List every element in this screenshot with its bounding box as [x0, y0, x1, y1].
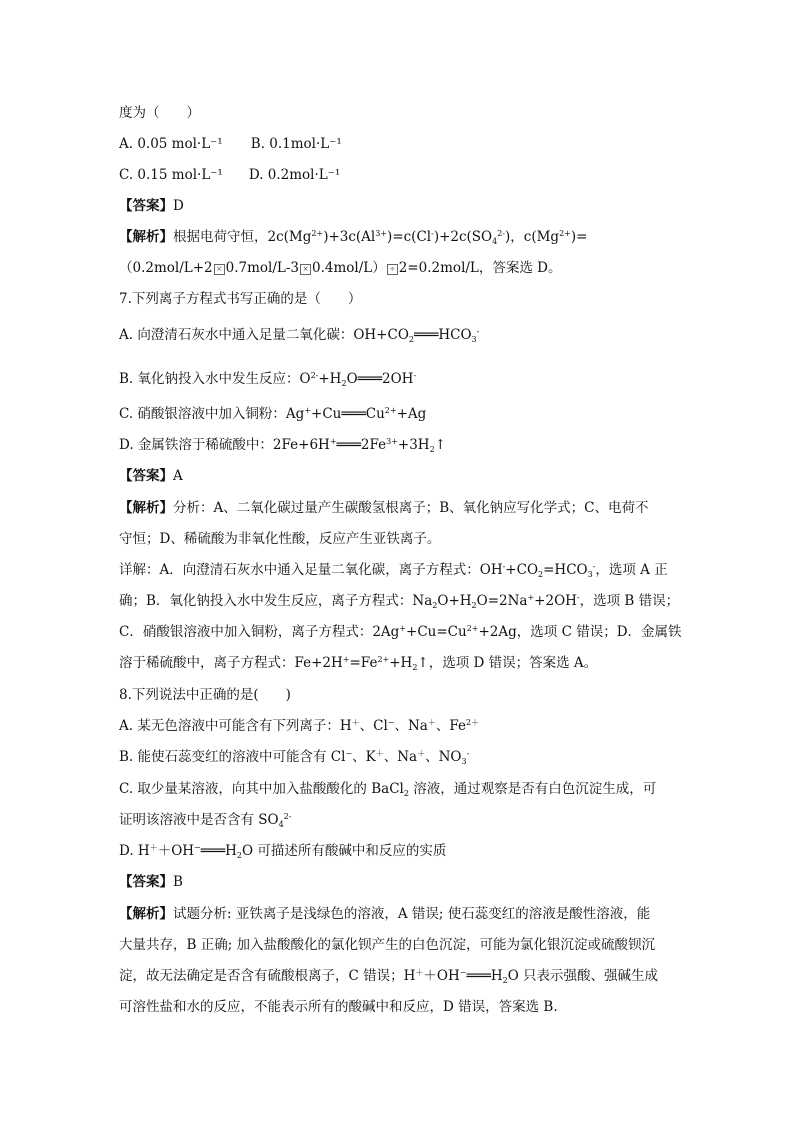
- q6-analysis-line-2: （0.2mol/L+2 × 0.7mol/L-3 × 0.4mol/L） ÷ 2=0.2mol/L，答案选 D。: [119, 260, 562, 276]
- q8-option-c-line-2: 证明该溶液中是否含有 $SO_4^{2-}$: [119, 812, 292, 829]
- q8-stem: 8.下列说法中正确的是( ): [119, 687, 291, 703]
- q8-option-b: B. 能使石蕊变红的溶液中可能含有 Cl−、K＋、Na＋、$NO_3^-$: [119, 749, 470, 766]
- q6-option-d: D. 0.2mol·L⁻¹: [248, 167, 341, 183]
- q8-option-d: D. $H^++OH^-═══H_2O$ 可描述所有酸碱中和反应的实质: [119, 843, 447, 860]
- divide-box-icon: ÷: [387, 264, 398, 275]
- q8-analysis-line-1: 【解析】试题分析: 亚铁离子是浅绿色的溶液，A 错误; 使石蕊变红的溶液是酸性溶液，能: [119, 906, 651, 922]
- answer-label: 【答案】: [119, 874, 173, 890]
- q6-answer: 【答案】D: [119, 198, 184, 214]
- q7-answer: 【答案】A: [119, 468, 183, 484]
- analysis-label: 【解析】: [119, 500, 173, 516]
- q6-options-ab: [119, 135, 342, 153]
- q7-option-d: D. 金属铁溶于稀硫酸中：$2Fe+6H^+═══2Fe^{3+}+3H_2↑$: [119, 437, 446, 454]
- q6-option-c: C. 0.15 mol·L⁻¹: [119, 167, 223, 183]
- q7-stem: 7.下列离子方程式书写正确的是（ ）: [119, 291, 362, 307]
- times-box-icon: ×: [214, 264, 225, 275]
- answer-label: 【答案】: [119, 468, 173, 484]
- q6-option-a: A. 0.05 mol·L⁻¹: [119, 136, 223, 152]
- q8-option-c-line-1: C. 取少量某溶液，向其中加入盐酸酸化的 BaCl$_2$ 溶液，通过观察是否有白色沉淀生成，可: [119, 781, 657, 798]
- q8-option-a: A. 某无色溶液中可能含有下列离子：H＋、Cl−、Na＋、$Fe^{2+}$: [119, 718, 480, 734]
- answer-label: 【答案】: [119, 198, 173, 214]
- q6-option-b: B. 0.1mol·L⁻¹: [250, 136, 342, 152]
- q7-option-a: A. 向澄清石灰水中通入足量二氧化碳：$OH+CO_2═══HCO_3^-$: [119, 327, 480, 344]
- q8-analysis-line-4: 可溶性盐和水的反应，不能表示所有的酸碱中和反应，D 错误，答案选 B.: [119, 999, 558, 1015]
- q7-detail-line-1: 详解：A．向澄清石灰水中通入足量二氧化碳，离子方程式：$OH^-+CO_2=HCO_3^-$，选项 A 正: [119, 562, 668, 579]
- q7-detail-line-3: C．硝酸银溶液中加入铜粉，离子方程式：$2Ag^++Cu=Cu^{2+}+2Ag$，选项 C 错误；D．金属铁: [119, 624, 682, 640]
- q7-option-c: C. 硝酸银溶液中加入铜粉：$Ag^++Cu═══Cu^{2+}+Ag$: [119, 406, 427, 422]
- q8-analysis-line-2: 大量共存，B 正确; 加入盐酸酸化的氯化钡产生的白色沉淀，可能为氯化银沉淀或硫酸钡沉: [119, 937, 656, 953]
- q7-analysis-line-2: 守恒；D、稀硫酸为非氧化性酸，反应产生亚铁离子。: [119, 531, 441, 547]
- analysis-label: 【解析】: [119, 229, 173, 245]
- q6-options-cd: [119, 166, 340, 184]
- q7-option-b: B. 氧化钠投入水中发生反应：$O^{2-}+H_2O═══2OH^-$: [119, 371, 417, 388]
- q6-analysis-line-1: 【解析】根据电荷守恒，$2c(Mg^{2+})+3c(Al^{3+})=c(Cl^-)+2c(SO_4^{2-})$，$c(Mg^{2+})=$: [119, 229, 588, 246]
- q7-analysis-line-1: 【解析】分析：A、二氧化碳过量产生碳酸氢根离子；B、氧化钠应写化学式；C、电荷不: [119, 500, 649, 516]
- q8-analysis-line-3: 淀，故无法确定是否含有硫酸根离子，C 错误；$H^++OH^-═══H_2O$ 只表示强酸、强碱生成: [119, 968, 659, 985]
- q7-detail-line-4: 溶于稀硫酸中，离子方程式：$Fe+2H^+=Fe^{2+}+H_2↑$，选项 D 错误；答案选 A。: [119, 655, 598, 672]
- times-box-icon: ×: [300, 264, 311, 275]
- q8-answer: 【答案】B: [119, 874, 183, 890]
- q7-detail-line-2: 确；B．氧化钠投入水中发生反应，离子方程式：$Na_2O+H_2O=2Na^++2OH^-$，选项 B 错误；: [119, 593, 680, 610]
- q6-stem-end: 度为（ ）: [119, 105, 200, 121]
- analysis-label: 【解析】: [119, 906, 173, 922]
